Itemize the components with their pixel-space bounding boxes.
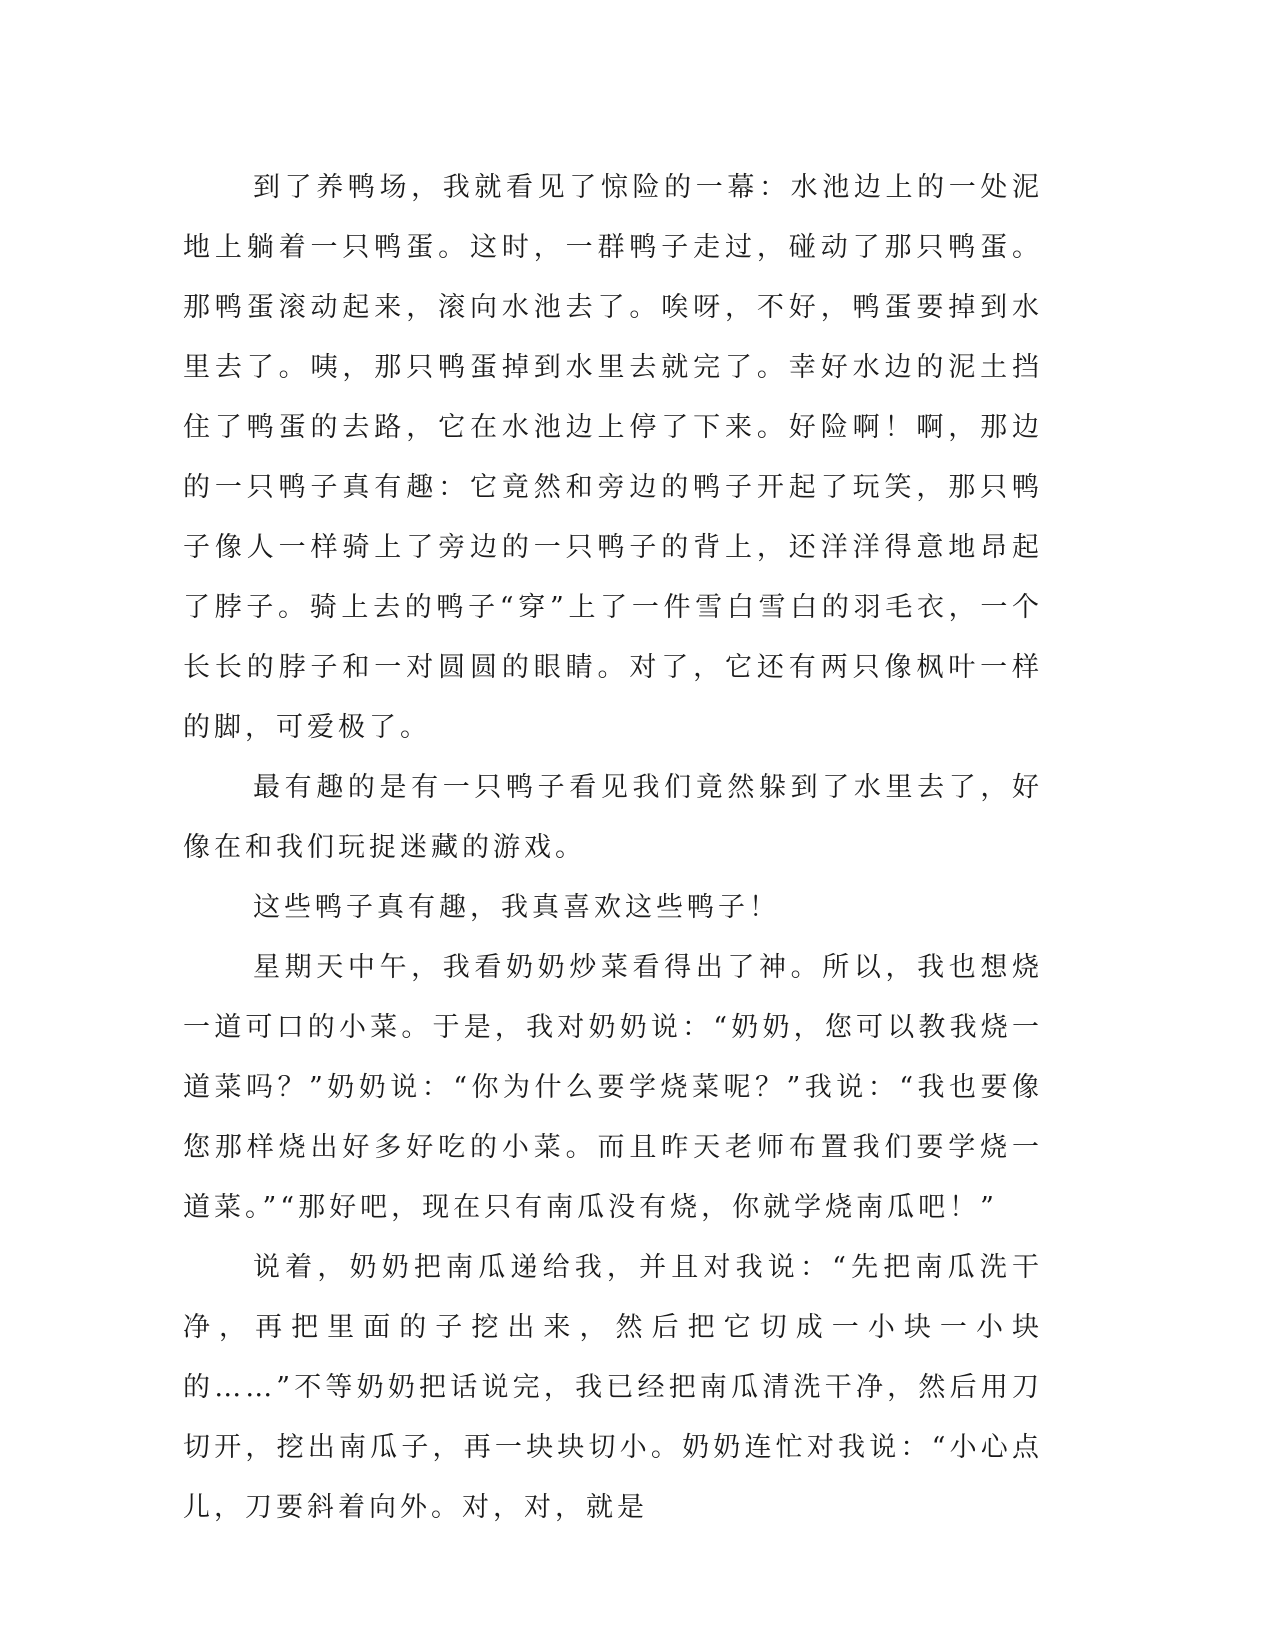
paragraph-duck-farm: 到了养鸭场，我就看见了惊险的一幕：水池边上的一处泥地上躺着一只鸭蛋。这时，一群鸭子走过，碰动了那只鸭蛋。那鸭蛋滚动起来，滚向水池去了。唉呀，不好，鸭蛋要掉到水里去了。咦，那只鸭蛋掉到水里去就完了。幸好水边的泥土挡住了鸭蛋的去路，它在水池边上停了下来。好险啊！啊，那边的一只鸭子真有趣：它竟然和旁边的鸭子开起了玩笑，那只鸭子像人一样骑上了旁边的一只鸭子的背上，还洋洋得意地昂起了脖子。骑上去的鸭子“穿”上了一件雪白雪白的羽毛衣，一个长长的脖子和一对圆圆的眼睛。对了，它还有两只像枫叶一样的脚，可爱极了。 (183, 172, 1043, 743)
body-text (183, 158, 1043, 1538)
paragraph-hide-and-seek: 最有趣的是有一只鸭子看见我们竟然躲到了水里去了，好像在和我们玩捉迷藏的游戏。 (183, 772, 1043, 863)
paragraph-pumpkin: 说着，奶奶把南瓜递给我，并且对我说：“先把南瓜洗干净，再把里面的子挖出来，然后把它切成一小块一小块的……”不等奶奶把话说完，我已经把南瓜清洗干净，然后用刀切开，挖出南瓜子，再一块块切小。奶奶连忙对我说：“小心点儿，刀要斜着向外。对，对，就是 (183, 1252, 1043, 1523)
paragraph-sunday-cooking: 星期天中午，我看奶奶炒菜看得出了神。所以，我也想烧一道可口的小菜。于是，我对奶奶说：“奶奶，您可以教我烧一道菜吗？”奶奶说：“你为什么要学烧菜呢？”我说：“我也要像您那样烧出好多好吃的小菜。而且昨天老师布置我们要学烧一道菜。”“那好吧，现在只有南瓜没有烧，你就学烧南瓜吧！” (183, 952, 1043, 1223)
paragraph-like-ducks: 这些鸭子真有趣，我真喜欢这些鸭子！ (253, 892, 780, 923)
